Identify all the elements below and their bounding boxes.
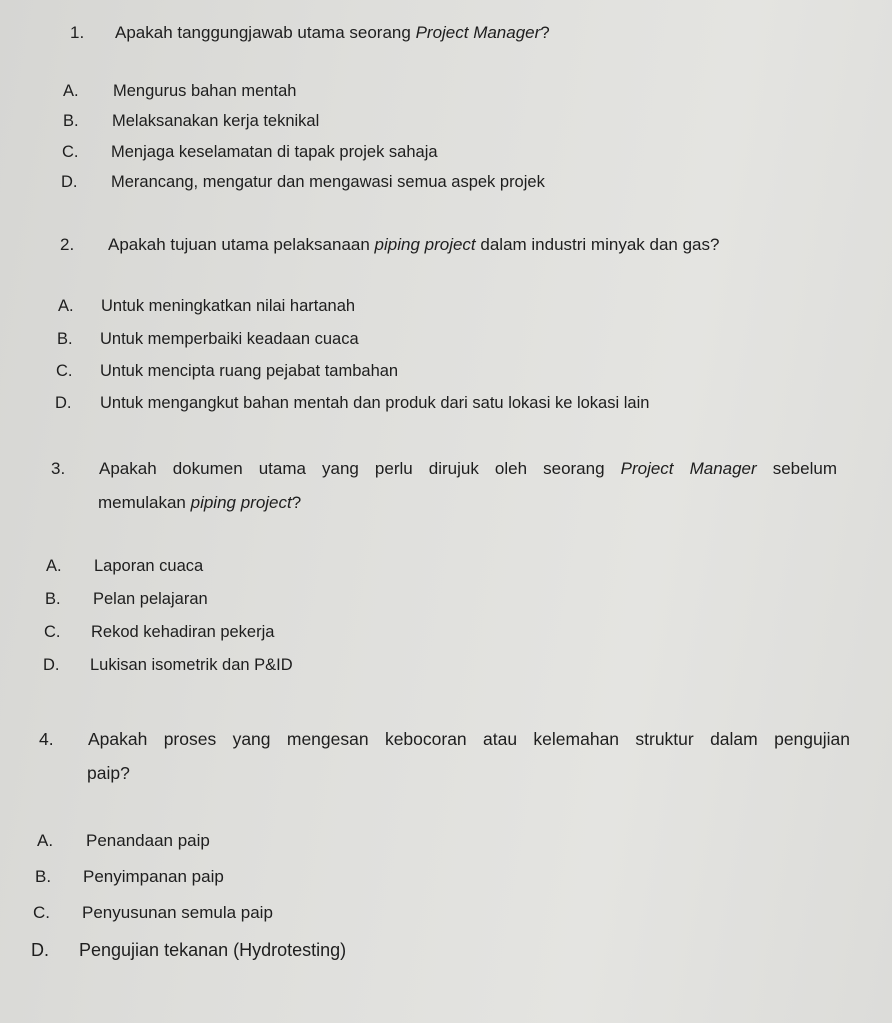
- option-text: Untuk meningkatkan nilai hartanah: [101, 297, 356, 315]
- option-text: Penyimpanan paip: [83, 867, 224, 886]
- option-4b: [35, 867, 635, 891]
- option-1b: [63, 112, 663, 134]
- option-text: Menjaga keselamatan di tapak projek sahaja: [111, 143, 438, 161]
- option-3a: [46, 557, 646, 579]
- option-3c: [44, 623, 644, 645]
- option-letter: C.: [33, 903, 50, 922]
- question-text-line-1: Apakah proses yang mengesan kebocoran atau kelemahan struktur dalam pengujian: [88, 729, 850, 749]
- option-letter: A.: [58, 297, 74, 315]
- option-letter: B.: [63, 112, 79, 130]
- option-letter: B.: [57, 330, 73, 348]
- question-3: [51, 459, 881, 483]
- option-letter: B.: [45, 590, 61, 608]
- option-3b: [45, 590, 645, 612]
- option-3d: [43, 656, 643, 678]
- option-2b: [57, 330, 657, 352]
- option-text: Rekod kehadiran pekerja: [91, 623, 275, 641]
- option-letter: C.: [62, 143, 79, 161]
- option-text: Untuk memperbaiki keadaan cuaca: [100, 330, 359, 348]
- option-4c: [33, 903, 633, 927]
- question-number: 3.: [51, 459, 66, 478]
- option-letter: B.: [35, 867, 52, 886]
- option-text: Untuk mencipta ruang pejabat tambahan: [100, 362, 399, 380]
- option-4a: [37, 831, 637, 855]
- option-letter: A.: [63, 82, 79, 100]
- question-text: Apakah tujuan utama pelaksanaan piping project dalam industri minyak dan gas?: [108, 235, 720, 254]
- option-letter: C.: [56, 362, 73, 380]
- option-letter: C.: [44, 623, 61, 641]
- option-letter: D.: [55, 394, 72, 412]
- question-number: 4.: [39, 729, 54, 749]
- option-2c: [56, 362, 656, 384]
- question-text-line-1: Apakah dokumen utama yang perlu dirujuk oleh seorang Project Manager sebelum: [99, 459, 837, 478]
- option-1a: [63, 82, 663, 104]
- option-letter: A.: [37, 831, 54, 850]
- option-1d: [61, 173, 761, 195]
- option-text: Melaksanakan kerja teknikal: [112, 112, 320, 130]
- question-4-line-2: paip?: [87, 763, 130, 783]
- option-4d: [31, 940, 631, 966]
- option-text: Pelan pelajaran: [93, 590, 208, 608]
- option-text: Penyusunan semula paip: [82, 903, 273, 922]
- option-text: Untuk mengangkut bahan mentah dan produk dari satu lokasi ke lokasi lain: [100, 394, 650, 412]
- question-1: [70, 23, 870, 47]
- question-number: 1.: [70, 23, 85, 42]
- option-2d: [55, 394, 815, 416]
- option-text: Merancang, mengatur dan mengawasi semua aspek projek: [111, 173, 545, 191]
- option-2a: [58, 297, 658, 319]
- question-2: [60, 235, 880, 259]
- question-number: 2.: [60, 235, 75, 254]
- option-1c: [62, 143, 662, 165]
- option-text: Lukisan isometrik dan P&ID: [90, 656, 293, 674]
- option-text: Mengurus bahan mentah: [113, 82, 297, 100]
- option-letter: D.: [61, 173, 78, 191]
- option-text: Laporan cuaca: [94, 557, 204, 575]
- question-3-line-2: memulakan piping project?: [98, 493, 302, 512]
- question-text: Apakah tanggungjawab utama seorang Project Manager?: [115, 23, 550, 42]
- option-text: Penandaan paip: [86, 831, 210, 850]
- option-letter: D.: [43, 656, 60, 674]
- option-text: Pengujian tekanan (Hydrotesting): [79, 940, 347, 960]
- question-4: [39, 729, 884, 753]
- option-letter: A.: [46, 557, 62, 575]
- option-letter: D.: [31, 940, 49, 960]
